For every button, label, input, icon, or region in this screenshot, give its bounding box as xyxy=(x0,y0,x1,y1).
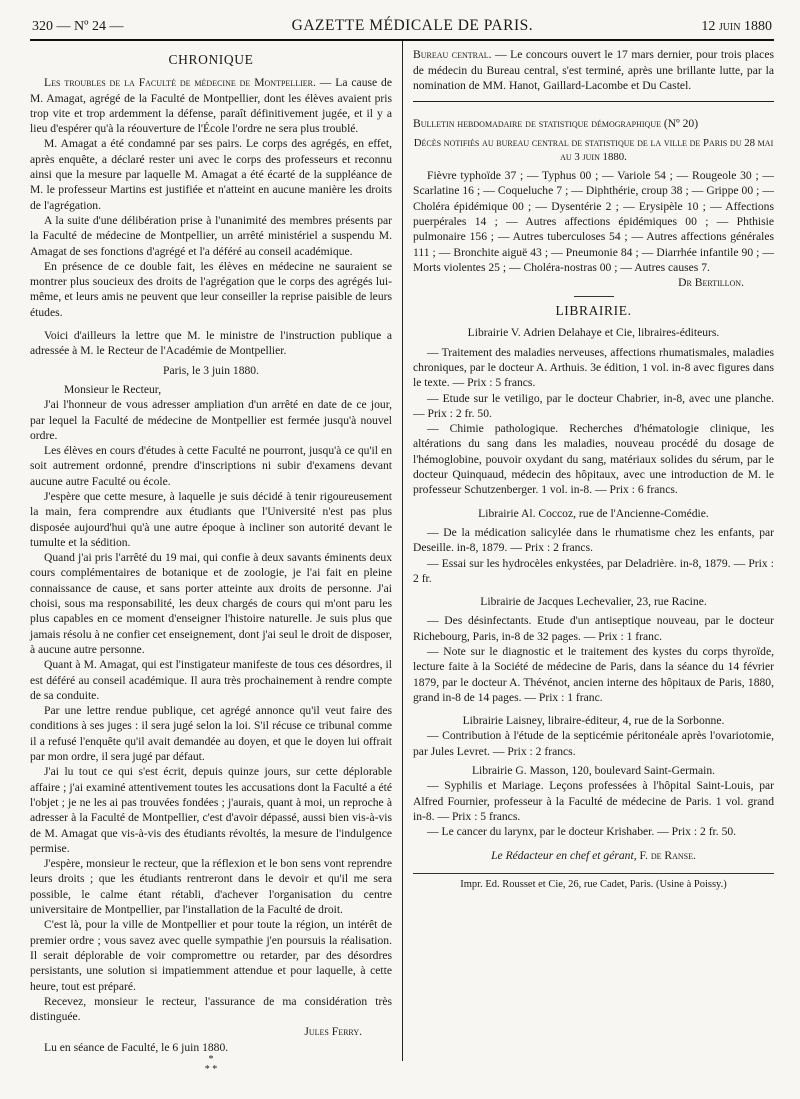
page-number: 320 xyxy=(32,19,53,34)
letter-paragraph-4: Quand j'ai pris l'arrêté du 19 mai, qui confie à deux savants éminents deux cours complémentaires de botanique et de zoologie, je l'ai fait en pleine connaissance de cause, et sans porter atteinte aux droits de personne. J'ai choisi, sous ma responsabilité, les deux chargés de cours qui m'ont paru les plus capables en ce moment d'enseigner l'histoire naturelle. Je suis plus que jamais résolu à ne confier cet enseignement, dont j'ai seul le droit de disposer, à aucune autre personne. xyxy=(30,551,392,656)
letter-paragraph-9: C'est là, pour la ville de Montpellier et pour toute la région, un intérêt de premier ordre ; vous savez avec quelle sympathie j'en poursuis la réalisation. Il serait déplorable de voir compromettre ou retarder, par des désordres persistants, une solution si impatiemment attendue et pour laquelle, à cette heure, tout est préparé. xyxy=(30,918,392,993)
stars-top: * xyxy=(208,1053,214,1065)
librairie-delahaye-item-2: — Etude sur le vetiligo, par le docteur Chabrier, in-8, avec une planche. — Prix : 2 fr. 50. xyxy=(413,391,774,420)
chronique-p1-text: — La cause de M. Amagat, agrégé de la Faculté de Montpellier, dont les élèves avaient pris trop vite et trop ardemment la défense, paraît définitivement jugée, et il y a lieu d'espérer qu'à la réouverture de l'École l'ordre ne sera plus troublé. xyxy=(30,76,392,136)
librairie-delahaye-heading: Librairie V. Adrien Delahaye et Cie, libraires-éditeurs. xyxy=(467,326,720,340)
librairie-masson-heading: Librairie G. Masson, 120, boulevard Saint-Germain. xyxy=(471,764,716,778)
editor-name: F. de Ranse. xyxy=(639,848,696,862)
closing-line: Lu en séance de Faculté, le 6 juin 1880. xyxy=(44,1040,229,1054)
editor-line xyxy=(413,848,774,863)
chronique-paragraph-3: A la suite d'une délibération prise à l'unanimité des membres présents par la Faculté de médecine de Montpellier, un arrêté ministériel a suspendu M. Amagat de ses fonctions d'agrégé et l'a déféré au conseil académique. xyxy=(30,213,392,258)
librairie-laisney-item-1: — Contribution à l'étude de la septicémie péritonéale après l'ovariotomie, par Jules Levret. — Prix : 2 francs. xyxy=(413,729,774,758)
librairie-lechevalier-item-2: — Note sur le diagnostic et le traitement des kystes du corps thyroïde, lecture faite à la Société de médecine de Paris, dans la séance du 14 février 1879, par le docteur A. Thévénot, ancien interne des hôpitaux de Paris, 1880, grand in-8 de 14 pages. — Prix : 1 franc. xyxy=(413,644,774,704)
librairie-delahaye-item-3: — Chimie pathologique. Recherches d'hématologie clinique, les altérations du sang dans les maladies, nouveau procédé du dosage de l'hémoglobine, pouvoir oxydant du sang, matériaux solides du sérum, par le docteur Quinquaud, médecin des hôpitaux, avec une introduction de M. le professeur Schutzenberger. 1 vol. in-8. — Prix : 6 francs. xyxy=(413,422,774,497)
footer-rule xyxy=(413,873,774,874)
letter-date: Paris, le 3 juin 1880. xyxy=(163,363,259,377)
deces-title: Décès notifiés au bureau central de statistique de la ville de Paris du 28 mai au 3 juin 1880. xyxy=(413,136,774,163)
librairie-coccoz-item-2: — Essai sur les hydrocèles enkystées, par Deladrière. in-8, 1879. — Prix : 2 fr. xyxy=(413,556,774,585)
bulletin-title: Bulletin hebdomadaire de statistique démographique (Nº 20) xyxy=(413,117,699,131)
letter-salutation: Monsieur le Recteur, xyxy=(64,382,162,396)
letter-paragraph-3: J'espère que cette mesure, à laquelle je suis décidé à tenir rigoureusement la main, fera comprendre aux étudiants que l'Université n'est pas plus disposée aujourd'hui qu'à une autre époque à incliner son autorité devant le tumulte et la sédition. xyxy=(30,490,392,549)
statistics-signature: Dr Bertillon. xyxy=(678,276,744,290)
right-column xyxy=(402,41,774,1061)
printer-imprint: Impr. Ed. Rousset et Cie, 26, rue Cadet, Paris. (Usine à Poissy.) xyxy=(460,878,727,890)
letter-paragraph-5: Quant à M. Amagat, qui est l'instigateur manifeste de tous ces désordres, il est déféré au conseil académique. Il aura très prochainement à rendre compte de sa conduite. xyxy=(30,658,392,702)
chronique-paragraph-2: M. Amagat a été condamné par ses pairs. Le corps des agrégés, en effet, après enquête, a déclaré rester uni avec le corps des professeurs et reconnu ainsi que la mesure par laquelle M. Amagat a été écarté de la suppléance de M. le professeur Martins est justifiée et n'atteint en aucune manière les droits de l'agrégation. xyxy=(30,137,392,212)
librairie-coccoz-item-1: — De la médication salicylée dans le rhumatisme chez les enfants, par Deseille. in-8, 1879. — Prix : 2 francs. xyxy=(413,525,774,555)
librairie-title: LIBRAIRIE. xyxy=(555,302,632,318)
letter-paragraph-6: Par une lettre rendue publique, cet agrégé annonce qu'il veut faire des conditions à ses juges : il sera jugé selon la loi. S'il récuse ce tribunal comme il a refusé l'enquête qu'il avait demandée au doyen, et que le doyen lui offrait par mon ordre, il sera jugé par défaut. xyxy=(30,704,392,764)
editor-label: Le Rédacteur en chef et gérant, xyxy=(491,848,637,862)
letter-paragraph-10: Recevez, monsieur le recteur, l'assurance de ma considération très distinguée. xyxy=(30,994,392,1024)
issue-number: — Nº 24 — xyxy=(56,19,124,34)
page-header xyxy=(30,16,774,39)
letter-paragraph-2: Les élèves en cours d'études à cette Faculté ne pourront, jusqu'à ce qu'il en soit autrement ordonné, prendre d'inscriptions ni subir d'examens devant aucune autre Faculté ou école. xyxy=(30,444,392,488)
letter-paragraph-8: J'espère, monsieur le recteur, que la réflexion et le bon sens vont reprendre leurs droits ; que les étudiants rentreront dans le devoir et qu'il me sera possible, le calme étant rétabli, d'achever l'organisation du centre universitaire de Montpellier, par l'installation de la Faculté de droit. xyxy=(30,857,392,917)
chronique-paragraph-4: En présence de ce double fait, les élèves en médecine ne sauraient se montrer plus soucieux des droits de l'agrégation que le corps des agrégés lui-même, et leurs amis ne peuvent que leur conseiller la reprise paisible de leurs études. xyxy=(30,259,392,319)
bureau-central-title: Bureau central. xyxy=(413,48,492,62)
date-year: 1880 xyxy=(743,19,772,34)
letter-signature: Jules Ferry. xyxy=(304,1025,362,1039)
chronique-subtitle: Les troubles de la Faculté de médecine de Montpellier. xyxy=(44,76,316,90)
section-divider xyxy=(413,101,774,102)
librairie-delahaye-item-1: — Traitement des maladies nerveuses, affections rhumatismales, maladies chroniques, par le docteur A. Arthuis. 3e édition, 1 vol. in-8 avec figures dans le texte. — Prix : 5 francs. xyxy=(413,345,774,390)
librairie-laisney-heading: Librairie Laisney, libraire-éditeur, 4, rue de la Sorbonne. xyxy=(462,714,725,728)
date-day: 12 xyxy=(701,19,716,34)
chronique-paragraph-1 xyxy=(30,75,392,136)
stars-bottom: * * xyxy=(204,1063,218,1075)
librairie-lechevalier-item-1: — Des désinfectants. Etude d'un antiseptique nouveau, par le docteur Richebourg, Paris, in-8 de 32 pages. — Prix : 1 franc. xyxy=(413,614,774,643)
journal-title: GAZETTE MÉDICALE DE PARIS. xyxy=(291,17,534,34)
bureau-central-text: — Le concours ouvert le 17 mars dernier, pour trois places de médecin du Bureau central, s'est terminé, après une brillante lutte, par la nomination de MM. Hanot, Gaillard-Lacombe et Du Castel. xyxy=(413,48,774,93)
page-number-issue xyxy=(32,18,123,36)
librairie-lechevalier-heading: Librairie de Jacques Lechevalier, 23, rue Racine. xyxy=(480,595,707,609)
librairie-coccoz-heading: Librairie Al. Coccoz, rue de l'Ancienne-Comédie. xyxy=(478,506,709,520)
columns xyxy=(30,41,774,1075)
letter-paragraph-7: J'ai lu tout ce qui s'est écrit, depuis quinze jours, sur cette déplorable affaire ; j'ai examiné attentivement toutes les accusations dont la Faculté a été l'objet ; je ne les ai pas trouvées fondées ; j'aurais, quant à moi, un reproche à adresser à la Faculté de Montpellier, c'est d'avoir dépassé, aussi bien vis-à-vis de M. Amagat que vis-à-vis des étudiants révoltés, la mesure de l'indulgence permise. xyxy=(30,765,392,855)
ornament-stars xyxy=(30,1055,392,1075)
short-rule xyxy=(574,296,614,297)
librairie-masson-item-1: — Syphilis et Mariage. Leçons professées à l'hôpital Saint-Louis, par Alfred Fournier, professeur à la Faculté de médecine de Paris. 1 vol. grand in-8. — Prix : 5 francs. xyxy=(413,779,774,823)
librairie-masson-item-2: — Le cancer du larynx, par le docteur Krishaber. — Prix : 2 fr. 50. xyxy=(427,825,737,839)
chronique-title: CHRONIQUE xyxy=(168,52,254,68)
letter-paragraph-1: J'ai l'honneur de vous adresser ampliation d'un arrêté en date de ce jour, par lequel la Faculté de médecine de Montpellier est fermée jusqu'à nouvel ordre. xyxy=(30,398,392,442)
left-column xyxy=(30,41,402,1075)
date-month: juin xyxy=(718,19,741,34)
mortality-statistics: Fièvre typhoïde 37 ; — Typhus 00 ; — Variole 54 ; — Rougeole 30 ; — Scarlatine 16 ; — Coqueluche 7 ; — Diphthérie, croup 38 ; — Grippe 00 ; — Choléra épidémique 00 ; — Dysentérie 2 ; — Erysipèle 10 ; — Affections puerpérales 14 ; — Autres affections épidémiques 00 ; — Phthisie pulmonaire 156 ; — Autres tuberculoses 54 ; — Autres affections générales 111 ; — Bronchite aiguë 43 ; — Pneumonie 84 ; — Diarrhée infantile 90 ; — Morts violentes 25 ; — Choléra-nostras 00 ; — Autres causes 7. xyxy=(413,169,774,274)
issue-date xyxy=(701,18,772,36)
chronique-paragraph-5: Voici d'ailleurs la lettre que M. le ministre de l'instruction publique a adressée à M. le Recteur de l'Académie de Montpellier. xyxy=(30,329,392,358)
bureau-central-paragraph xyxy=(413,47,774,93)
